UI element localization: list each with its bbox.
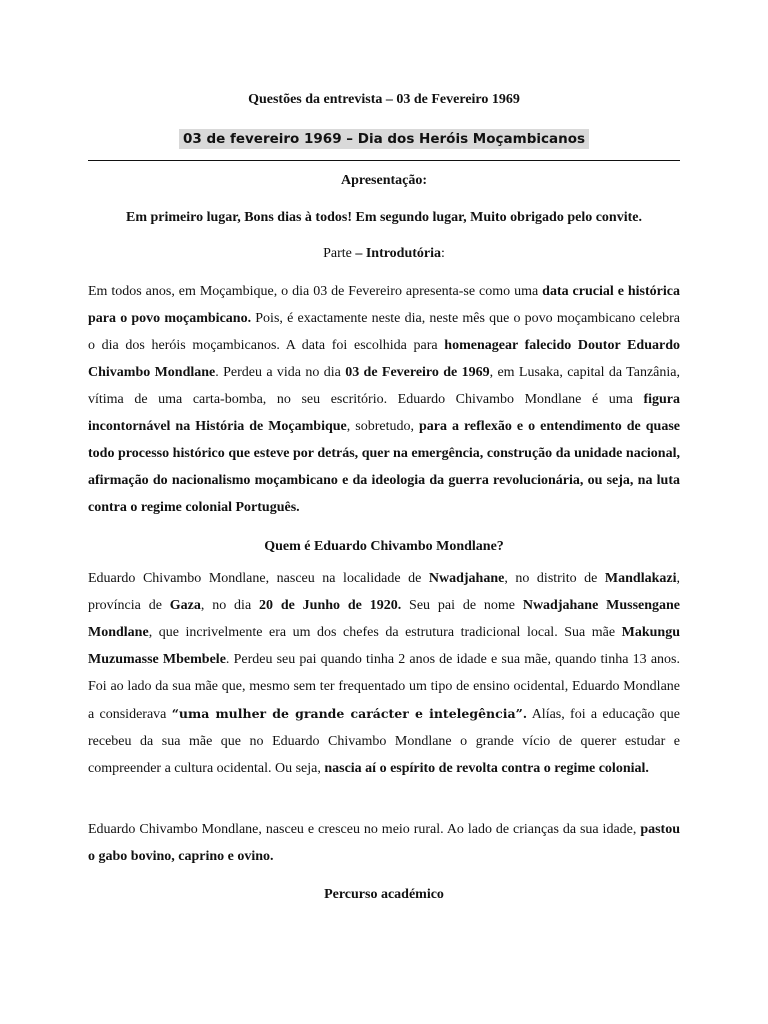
intro-text-1: Em todos anos, em Moçambique, o dia 03 de Fevereiro apresenta-se como uma	[88, 284, 543, 299]
parte-prefix: Parte	[323, 246, 356, 261]
bio-text-7: . Perdeu seu pai quando tinha 2 anos de idade e sua mãe, quando tinha 13 anos. Foi ao lado da sua mãe que, mesmo sem ter frequentado um tipo de ensino ocidental, Eduardo Mondlane a considerava	[88, 652, 680, 722]
bio-bold-3: Gaza	[169, 598, 201, 613]
section-title-apresentacao: Apresentação:	[340, 173, 428, 188]
intro-bold-1: data crucial e histórica para o povo moçambicano.	[88, 284, 680, 326]
section-title-quem: Quem é Eduardo Chivambo Mondlane?	[264, 539, 504, 554]
document-title: Questões da entrevista – 03 de Fevereiro 1969	[248, 92, 520, 107]
rural-paragraph	[88, 816, 680, 870]
intro-bold-5: para a reflexão e o entendimento de quase todo processo histórico que esteve por detrás, quer na emergência, construção da unidade nacional, afirmação do nacionalismo moçambicano e da ideologia da guerra revolucionária, ou seja, na luta contra o regime colonial Português.	[88, 419, 681, 515]
bio-bold-2: Mandlakazi	[604, 571, 677, 586]
bio-text-6: , que incrivelmente era um dos chefes da estrutura tradicional local. Sua mãe	[148, 625, 622, 640]
parte-bold: – Introdutória	[355, 246, 442, 261]
intro-bold-2: homenagear falecido Doutor Eduardo Chivambo Mondlane	[88, 338, 680, 380]
rural-bold-1: pastou o gabo bovino, caprino e ovino.	[88, 822, 680, 864]
bio-bold-7: nascia aí o espírito de revolta contra o regime colonial.	[324, 761, 649, 776]
bio-text-4: , no dia	[200, 598, 259, 613]
bio-text-8: Alías, foi a educação que recebeu da sua mãe que no Eduardo Chivambo Mondlane o grande vício de querer estudar e compreender a cultura ocidental. Ou seja,	[88, 707, 681, 776]
horizontal-rule	[88, 160, 680, 161]
bio-bold-1: Nwadjahane	[428, 571, 505, 586]
intro-paragraph	[88, 278, 680, 521]
intro-text-5: , sobretudo,	[346, 419, 419, 434]
section-title-parte	[88, 246, 680, 262]
bio-text-1: Eduardo Chivambo Mondlane, nasceu na localidade de	[88, 571, 429, 586]
section-title-percurso: Percurso académico	[324, 887, 444, 902]
bio-text-2: , no distrito de	[504, 571, 605, 586]
intro-bold-3: 03 de Fevereiro de 1969	[345, 365, 490, 380]
bio-bold-5: Nwadjahane Mussengane Mondlane	[88, 598, 681, 640]
bio-bold-6: Makungu Muzumasse Mbembele	[88, 625, 680, 667]
greeting-text: Em primeiro lugar, Bons dias à todos! Em segundo lugar, Muito obrigado pelo convite.	[126, 210, 642, 225]
intro-text-3: . Perdeu a vida no dia	[215, 365, 346, 380]
rural-text-1: Eduardo Chivambo Mondlane, nasceu e cresceu no meio rural. Ao lado de crianças da sua idade,	[88, 822, 641, 837]
subtitle-highlight: 03 de fevereiro 1969 – Dia dos Heróis Moçambicanos	[179, 129, 589, 149]
bio-text-3: , província de	[88, 571, 680, 613]
bio-paragraph	[88, 565, 680, 782]
bio-text-5: Seu pai de nome	[401, 598, 523, 613]
bio-quote: “uma mulher de grande carácter e intelegência”.	[171, 706, 528, 721]
document-subtitle	[88, 130, 680, 148]
intro-bold-4: figura incontornável na História de Moçambique	[88, 392, 680, 434]
intro-text-2: Pois, é exactamente neste dia, neste mês que o povo moçambicano celebra o dia dos heróis moçambicanos. A data foi escolhida para	[88, 311, 681, 353]
parte-suffix: :	[441, 246, 445, 261]
bio-bold-4: 20 de Junho de 1920.	[259, 598, 402, 613]
intro-text-4: , em Lusaka, capital da Tanzânia, vítima de uma carta-bomba, no seu escritório. Eduardo Chivambo Mondlane é uma	[88, 365, 680, 407]
